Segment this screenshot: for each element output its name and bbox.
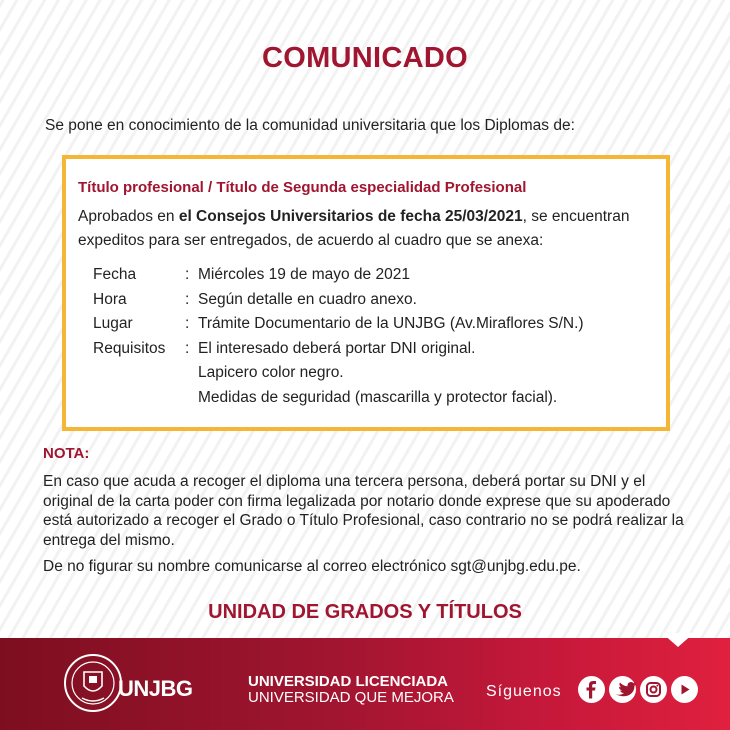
detail-row-fecha bbox=[93, 263, 584, 288]
facebook-icon[interactable] bbox=[578, 676, 605, 703]
detail-row-requisito-2 bbox=[93, 361, 584, 386]
detail-value: Medidas de seguridad (mascarilla y protector facial). bbox=[198, 388, 558, 406]
intro-text: Se pone en conocimiento de la comunidad universitaria que los Diplomas de: bbox=[45, 117, 575, 134]
detail-label: Lugar bbox=[93, 315, 133, 333]
box-paragraph bbox=[78, 205, 658, 253]
detail-value: Trámite Documentario de la UNJBG (Av.Miraflores S/N.) bbox=[198, 315, 584, 333]
logo-text: UNJBG bbox=[118, 676, 193, 701]
university-seal-icon bbox=[62, 652, 124, 714]
detail-colon: : bbox=[185, 266, 190, 284]
para-bold: el Consejos Universitarios de fecha 25/03/2021 bbox=[178, 208, 523, 225]
diploma-info-box bbox=[62, 155, 670, 431]
detail-label: Requisitos bbox=[93, 339, 166, 357]
youtube-icon[interactable] bbox=[671, 676, 698, 703]
footer-band bbox=[0, 638, 730, 730]
detail-label: Fecha bbox=[93, 266, 137, 284]
unit-signature: UNIDAD DE GRADOS Y TÍTULOS bbox=[208, 601, 522, 623]
social-icons bbox=[578, 676, 698, 703]
slogan-line-1: UNIVERSIDAD LICENCIADA bbox=[248, 673, 449, 690]
nota-label: NOTA: bbox=[43, 445, 90, 462]
slogan bbox=[248, 674, 454, 706]
detail-row-requisitos bbox=[93, 337, 584, 362]
page-title: COMUNICADO bbox=[262, 42, 468, 74]
slogan-line-2: UNIVERSIDAD QUE MEJORA bbox=[248, 689, 454, 706]
para-pre: Aprobados en bbox=[78, 208, 179, 225]
detail-value: Lapicero color negro. bbox=[198, 364, 344, 382]
nota-text: En caso que acuda a recoger el diploma una tercera persona, deberá portar su DNI y el original de la carta poder con firma legalizada por notario donde exprese que su apoderado está autorizado a recoger el Grado o Título Profesional, caso contrario no se podrá realizar la entrega del mismo. bbox=[43, 473, 684, 549]
detail-row-requisito-3 bbox=[93, 386, 584, 411]
follow-label: Síguenos bbox=[486, 683, 562, 700]
detail-label: Hora bbox=[93, 290, 127, 308]
detail-value: El interesado deberá portar DNI original. bbox=[198, 339, 476, 357]
detail-value: Según detalle en cuadro anexo. bbox=[198, 290, 417, 308]
detail-value: Miércoles 19 de mayo de 2021 bbox=[198, 266, 410, 284]
detail-row-lugar bbox=[93, 312, 584, 337]
details-list bbox=[93, 263, 584, 410]
box-heading: Título profesional / Título de Segunda especialidad Profesional bbox=[78, 179, 527, 196]
detail-colon: : bbox=[185, 315, 190, 333]
detail-colon: : bbox=[185, 339, 190, 357]
detail-colon: : bbox=[185, 290, 190, 308]
instagram-icon[interactable] bbox=[640, 676, 667, 703]
footer-notch bbox=[662, 633, 694, 647]
detail-row-hora bbox=[93, 288, 584, 313]
twitter-icon[interactable] bbox=[609, 676, 636, 703]
para-post: , se encuentran expeditos para ser entregados, de acuerdo al cuadro que se anexa: bbox=[78, 208, 630, 249]
contact-text: De no figurar su nombre comunicarse al correo electrónico sgt@unjbg.edu.pe. bbox=[43, 558, 581, 575]
